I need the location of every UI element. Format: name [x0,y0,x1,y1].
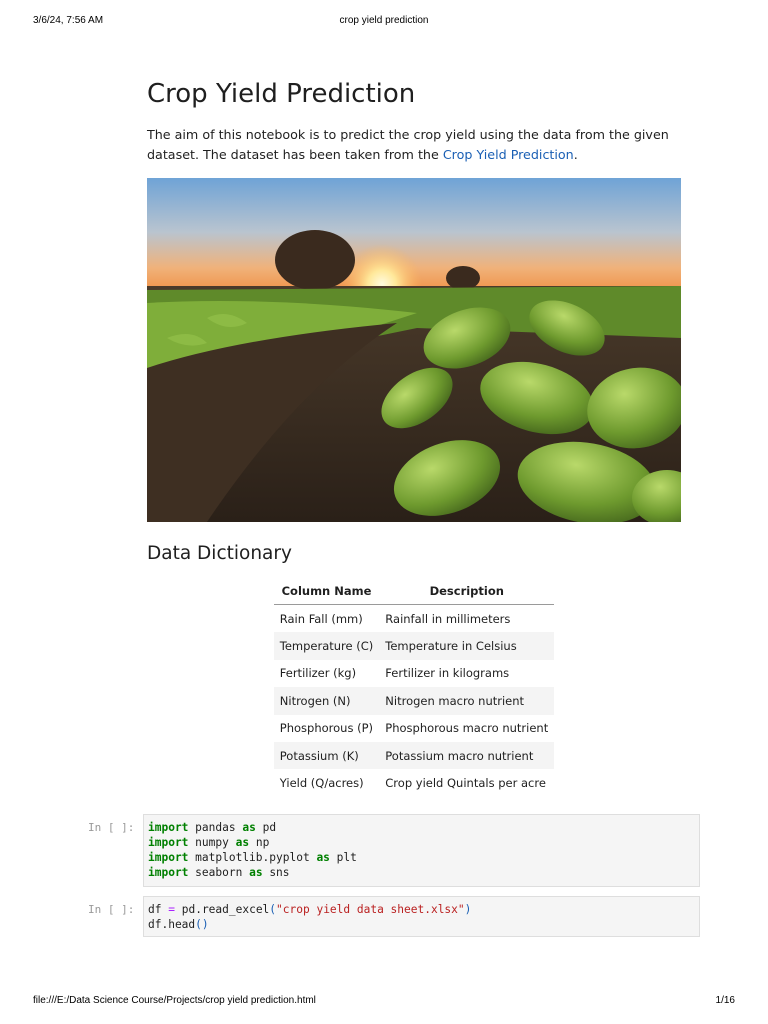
print-header [33,15,735,29]
notebook-content [147,76,681,797]
module-name: matplotlib.pyplot [195,851,310,864]
module-alias: sns [269,866,290,879]
file-path: file:///E:/Data Science Course/Projects/crop yield prediction.html [33,995,316,1006]
module-name: numpy [195,836,229,849]
module-name: pandas [195,821,236,834]
table-row [274,632,554,659]
module-alias: pd [262,821,277,834]
column-name-cell: Temperature (C) [274,632,380,659]
intro-paragraph [147,125,681,165]
table-row [274,605,554,633]
column-name-cell: Nitrogen (N) [274,687,380,714]
keyword-as: as [316,851,330,864]
operator: = [168,903,175,916]
paren: () [195,918,209,931]
column-name-cell: Fertilizer (kg) [279,666,357,681]
data-dictionary-heading: Data Dictionary [147,543,292,564]
description-cell: Crop yield Quintals per acre [385,776,546,791]
keyword-as: as [235,836,250,849]
code-editor[interactable] [143,896,700,937]
table-row [274,687,554,714]
module-alias: plt [336,851,357,864]
keyword-as: as [249,866,263,879]
column-header-name: Column Name [274,580,380,605]
keyword-import: import [148,821,189,834]
description-cell: Potassium macro nutrient [379,742,554,769]
page-number: 1/16 [715,995,735,1006]
keyword-import: import [148,851,189,864]
module-name: seaborn [195,866,243,879]
table-row [274,715,554,742]
column-name-cell: Yield (Q/acres) [279,776,364,791]
description-cell: Fertilizer in kilograms [385,666,510,681]
column-header-description: Description [379,580,554,605]
column-name-cell: Phosphorous (P) [279,721,373,736]
function-call: df.head [148,918,196,931]
table-row [274,660,554,687]
column-name-cell: Potassium (K) [274,742,380,769]
paren: ) [464,903,472,916]
data-dictionary-table [274,580,554,797]
print-title: crop yield prediction [339,15,429,26]
module-alias: np [255,836,270,849]
print-datetime: 3/6/24, 7:56 AM [33,15,104,26]
code-cell-imports [88,814,700,887]
crop-field-image [147,178,681,522]
code-cell-read-data [88,896,700,937]
description-cell: Nitrogen macro nutrient [379,687,554,714]
keyword-import: import [148,866,189,879]
table-row [274,742,554,769]
variable-name: df [148,903,162,916]
cell-prompt: In [ ]: [88,821,135,834]
string-literal: "crop yield data sheet.xlsx" [276,903,465,916]
keyword-as: as [242,821,256,834]
code-editor[interactable] [143,814,700,887]
cell-prompt: In [ ]: [88,903,135,916]
description-cell: Rainfall in millimeters [385,611,511,626]
function-call: pd.read_excel [181,903,270,916]
column-name-cell: Rain Fall (mm) [279,611,363,626]
print-footer [33,995,735,1009]
intro-text-end: . [573,147,578,162]
dataset-link[interactable]: Crop Yield Prediction [442,147,574,162]
page-title: Crop Yield Prediction [147,79,416,109]
description-cell: Temperature in Celsius [379,632,554,659]
table-row [274,769,554,796]
keyword-import: import [148,836,189,849]
table-header-row [274,580,554,605]
paren: ( [269,903,277,916]
intro-text: The aim of this notebook is to predict the crop yield using the data from the given dataset. The dataset has been taken from the [147,127,669,162]
description-cell: Phosphorous macro nutrient [385,721,549,736]
